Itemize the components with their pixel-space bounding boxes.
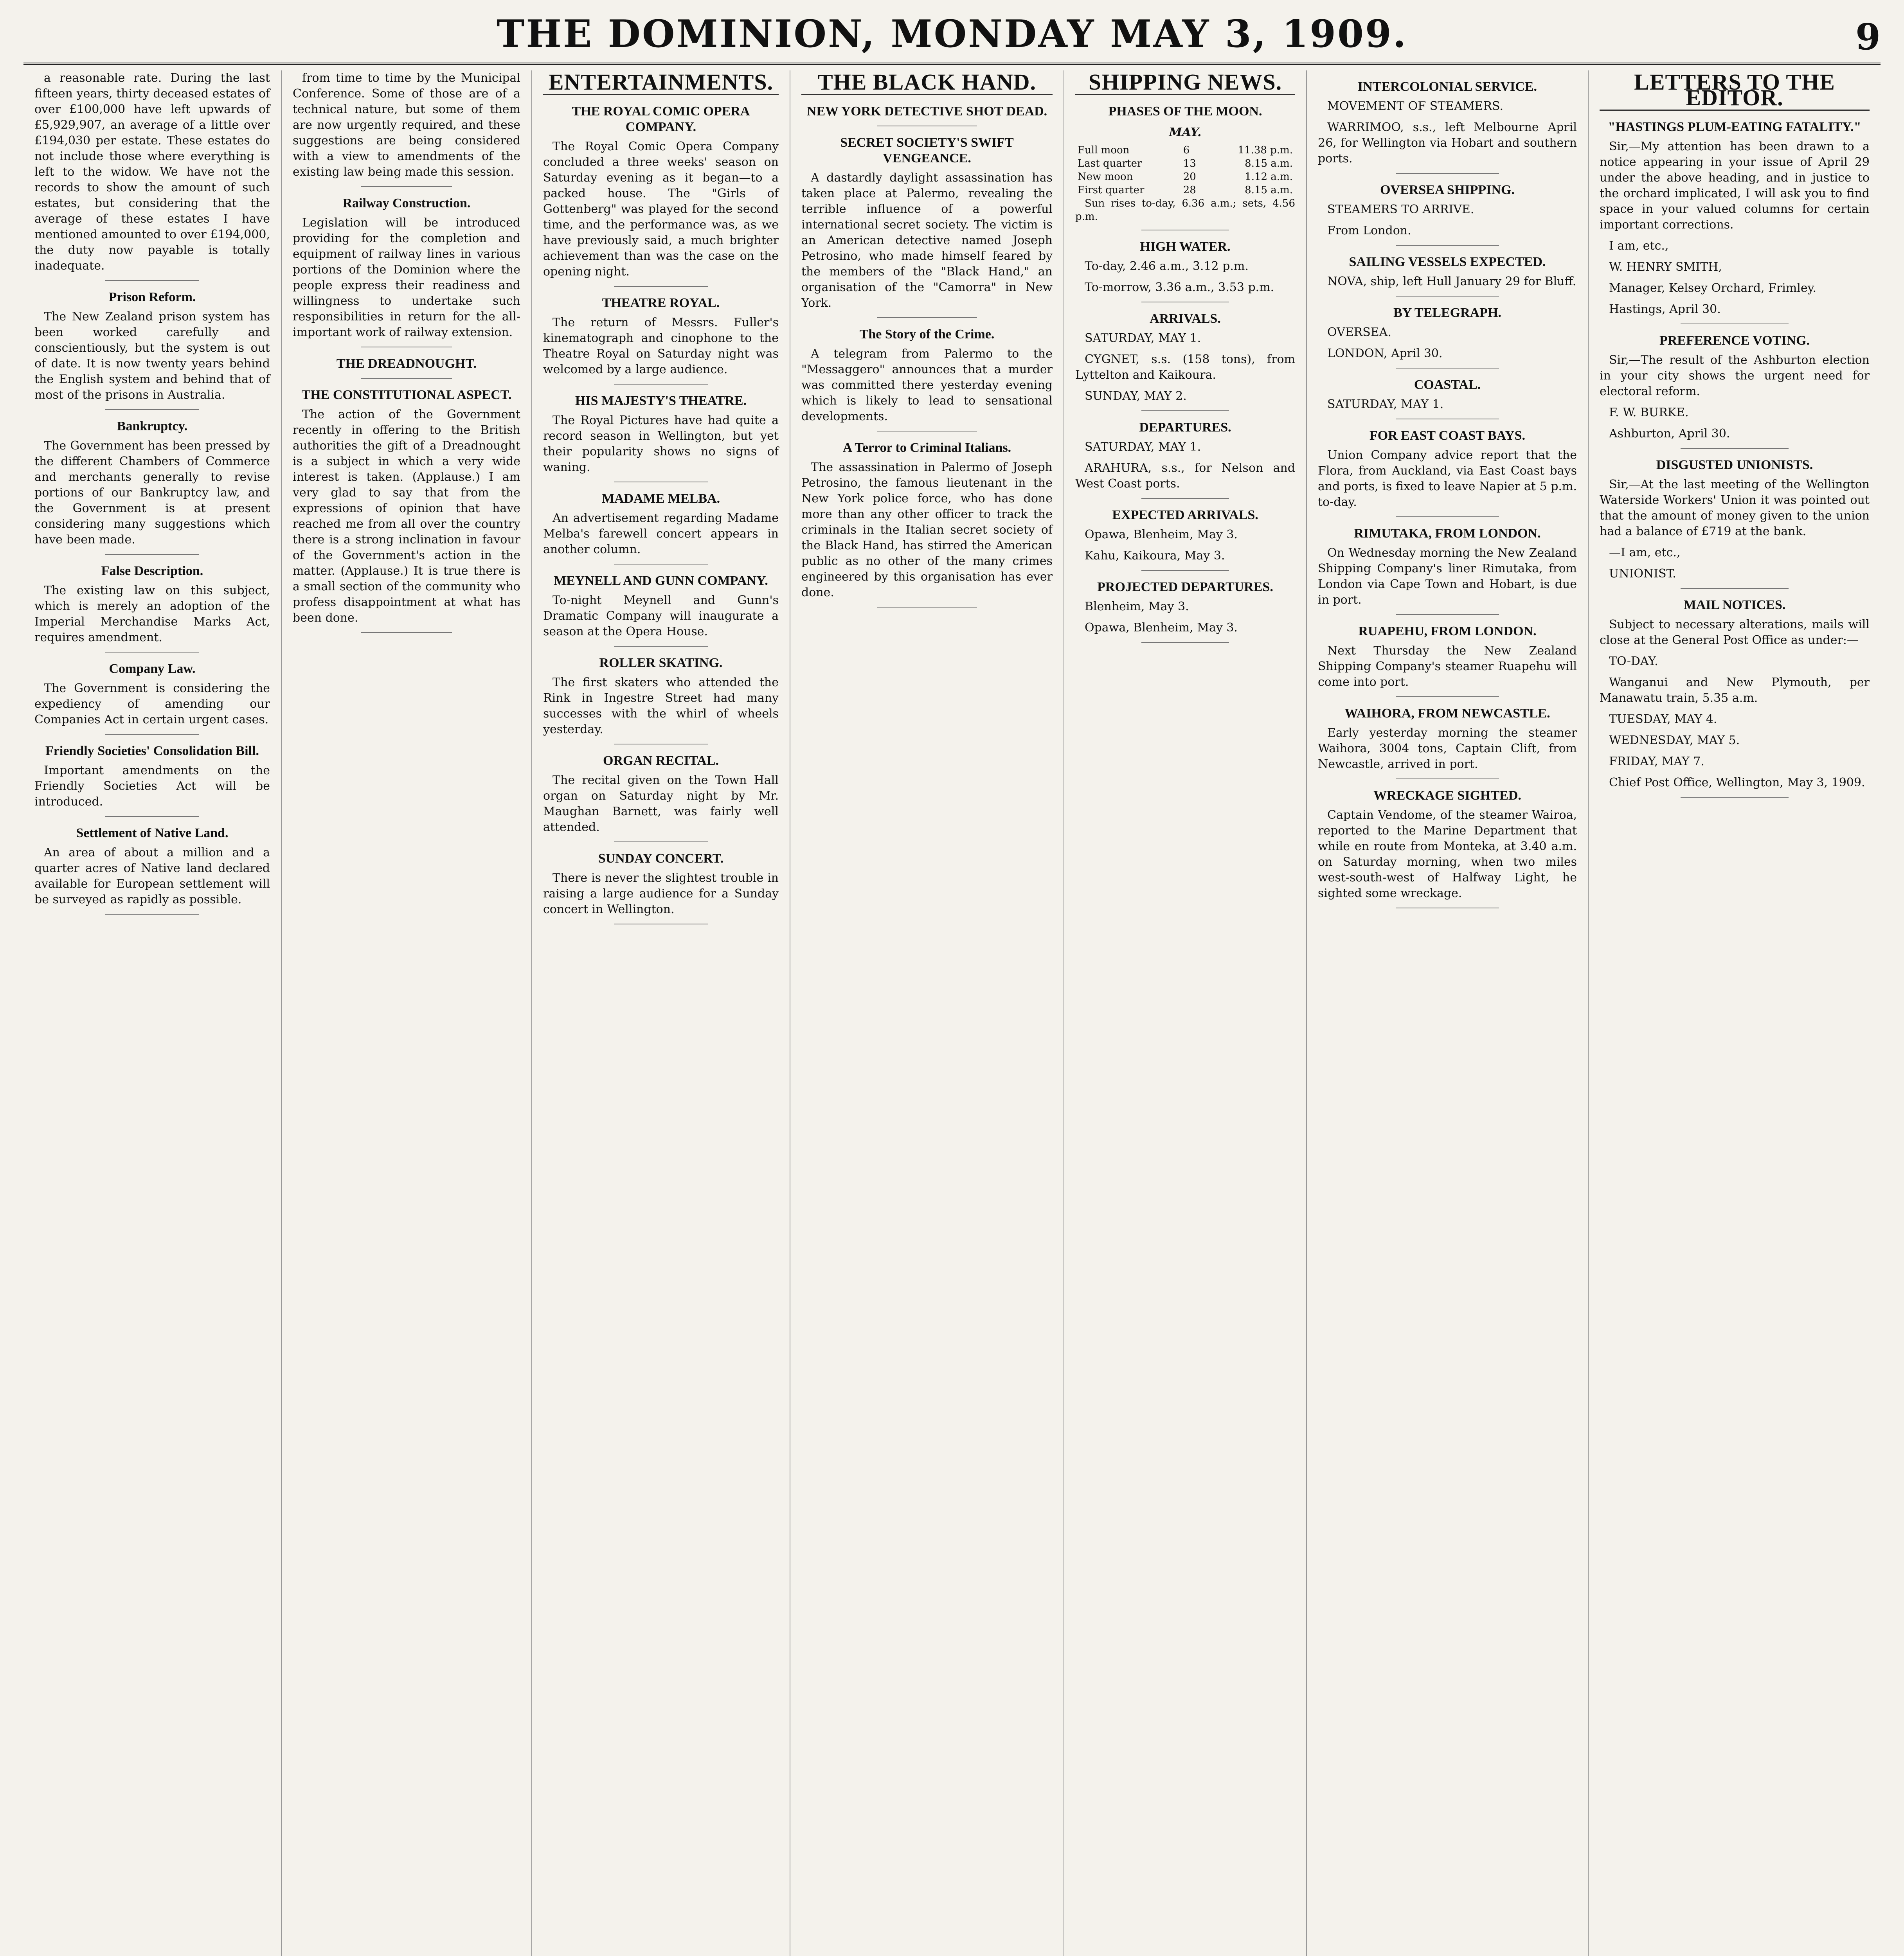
section-divider [1396,368,1499,369]
article-paragraph: SATURDAY, MAY 1. [1085,440,1201,454]
section-title: Railway Construction. [342,196,471,210]
section-title: THE CONSTITUTIONAL ASPECT. [301,388,512,402]
article-paragraph: The return of Messrs. Fuller's kinematograph and cinophone to the Theatre Royal on Saturday night was welcomed by a large audience. [543,316,779,376]
section-divider [105,554,200,555]
section-title: SAILING VESSELS EXPECTED. [1349,255,1546,269]
section-title: PREFERENCE VOTING. [1659,333,1810,348]
article-paragraph: Kahu, Kaikoura, May 3. [1085,549,1225,563]
article-paragraph: —I am, etc., [1609,546,1681,559]
section-divider [614,646,708,647]
article-paragraph: Legislation will be introduced providing for the completion and equipment of railway lines in various portions of the Dominion where the people express their readiness and willingness to undertake such responsibilities in return for the all-important work of railway extension. [293,216,520,339]
article-paragraph: The recital given on the Town Hall organ on Saturday night by Mr. Maughan Barnett, was fairly well attended. [543,773,779,834]
section-title: Prison Reform. [108,290,196,304]
article-paragraph: An area of about a million and a quarter acres of Native land declared available for European settlement will be surveyed as rapidly as possible. [34,846,270,906]
column-2 [282,70,532,1956]
column-7 [1589,70,1881,1956]
article-paragraph: Captain Vendome, of the steamer Wairoa, reported to the Marine Department that while en route from Monteka, at 3.40 a.m. on Saturday morning, when two miles west-south-west of Halfway Light, he sighted some wreckage. [1318,808,1577,900]
section-title: "HASTINGS PLUM-EATING FATALITY." [1608,120,1861,134]
section-title: BY TELEGRAPH. [1393,306,1501,320]
table-row [1075,183,1295,197]
article-paragraph: F. W. BURKE. [1609,406,1689,419]
article-paragraph: Blenheim, May 3. [1085,600,1189,613]
moon-phase-table [1075,144,1295,197]
section-divider [1396,173,1499,174]
moon-month: MAY. [1169,126,1202,139]
article-paragraph: From London. [1327,224,1411,237]
article-paragraph: The first skaters who attended the Rink in Ingestre Street had many successes with the whirl of wheels yesterday. [543,676,779,736]
column-4 [790,70,1064,1956]
article-paragraph: A dastardly daylight assassination has taken place at Palermo, revealing the terrible influence of a powerful international secret society. The victim is an American detective named Joseph Petrosino, who made himself feared by the members of the "Black Hand," an organisation of the "Camorra" in New York. [801,171,1053,310]
table-cell: Full moon [1078,144,1130,156]
article-paragraph: ARAHURA, s.s., for Nelson and West Coast ports. [1075,461,1295,491]
section-title: WAIHORA, FROM NEWCASTLE. [1344,706,1550,721]
section-divider [614,286,708,287]
section-divider [1396,696,1499,697]
section-title: DISGUSTED UNIONISTS. [1656,458,1813,472]
section-title: MADAME MELBA. [601,491,720,506]
section-divider [1141,570,1229,571]
section-divider [1396,778,1499,779]
section-title: PHASES OF THE MOON. [1108,104,1262,119]
table-cell: 8.15 a.m. [1245,184,1293,196]
table-cell: Last quarter [1078,158,1142,169]
section-divider [614,384,708,385]
section-divider [1681,588,1789,589]
article-paragraph: The Government is considering the expediency of amending our Companies Act in certain urgent cases. [34,681,270,726]
section-title: THE ROYAL COMIC OPERA COMPANY. [572,104,750,134]
article-paragraph: Opawa, Blenheim, May 3. [1085,621,1238,635]
section-title: Bankruptcy. [117,419,188,433]
article-paragraph: I am, etc., [1609,239,1669,253]
article-paragraph: STEAMERS TO ARRIVE. [1327,203,1474,216]
section-title: SECRET SOCIETY'S SWIFT VENGEANCE. [840,135,1014,165]
section-divider [105,914,200,915]
page-number: 9 [1855,16,1881,58]
newspaper-columns [23,70,1881,1956]
section-title: RIMUTAKA, FROM LONDON. [1354,526,1541,541]
section-divider [1396,296,1499,297]
section-divider [105,409,200,410]
article-paragraph: Wanganui and New Plymouth, per Manawatu train, 5.35 a.m. [1600,676,1870,705]
section-title: OVERSEA SHIPPING. [1380,183,1515,197]
article-paragraph: Sir,—At the last meeting of the Wellington Waterside Workers' Union it was pointed out that the amount of money given to the union had a balance of £719 at the bank. [1600,478,1870,538]
article-paragraph: To-morrow, 3.36 a.m., 3.53 p.m. [1085,280,1274,294]
section-title: SUNDAY CONCERT. [598,851,724,866]
table-cell: 8.15 a.m. [1245,158,1293,169]
article-paragraph: a reasonable rate. During the last fifteen years, thirty deceased estates of over £100,000 have left upwards of £5,929,907, an average of a little over £194,030 per estate. These estates do not include those where everything is left to the widow. We have not the records to show the amount of such estates, but considering that the average of these estates I have mentioned amounted to over £194,000, the duty now payable is totally inadequate. [34,71,270,273]
section-divider [105,280,200,281]
section-divider [1681,448,1789,449]
section-divider [1141,410,1229,411]
section-title: ROLLER SKATING. [599,656,723,670]
section-divider [877,317,977,318]
article-paragraph: On Wednesday morning the New Zealand Shipping Company's liner Rimutaka, from London via Cape Town and Hobart, is due in port. [1318,546,1577,607]
section-title: Company Law. [109,662,196,676]
article-paragraph: The assassination in Palermo of Joseph Petrosino, the famous lieutenant in the New York police force, who has done more than any other officer to track the criminals in the Italian secret society of the Black Hand, has stirred the American public as no other of the many crimes engineered by this organisation has ever done. [801,460,1053,599]
article-paragraph: Chief Post Office, Wellington, May 3, 1909. [1609,776,1865,789]
section-title: RUAPEHU, FROM LONDON. [1358,624,1537,638]
article-paragraph: To-night Meynell and Gunn's Dramatic Company will inaugurate a season at the Opera House. [543,593,779,638]
article-paragraph: FRIDAY, MAY 7. [1609,755,1704,768]
column-heading: LETTERS TO THE EDITOR. [1600,74,1870,111]
section-title: THE DREADNOUGHT. [336,356,477,371]
masthead [23,12,1881,65]
article-paragraph: MOVEMENT OF STEAMERS. [1327,99,1504,113]
section-divider [1396,516,1499,517]
section-divider [1141,642,1229,643]
article-paragraph: WEDNESDAY, MAY 5. [1609,734,1740,747]
section-divider [1396,614,1499,615]
section-title: Settlement of Native Land. [76,826,229,840]
section-title: NEW YORK DETECTIVE SHOT DEAD. [806,104,1047,119]
section-title: EXPECTED ARRIVALS. [1112,508,1258,522]
section-divider [614,841,708,842]
article-paragraph: The Royal Comic Opera Company concluded a three weeks' season on Saturday evening as it began—to a packed house. The "Girls of Gottenberg" was played for the second time, and the performance was, as we have previously said, a much brighter achievement than was the case on the opening night. [543,140,779,279]
column-3 [532,70,790,1956]
section-divider [105,734,200,735]
article-paragraph: SUNDAY, MAY 2. [1085,389,1187,403]
article-paragraph: from time to time by the Municipal Conference. Some of those are of a technical nature, but some of them are now urgently required, and these suggestions are being considered with a view to amendments of the existing law being made this session. [293,71,520,179]
article-paragraph: Early yesterday morning the steamer Waihora, 3004 tons, Captain Clift, from Newcastle, arrived in port. [1318,726,1577,771]
article-paragraph: There is never the slightest trouble in raising a large audience for a Sunday concert in Wellington. [543,871,779,916]
section-title: DEPARTURES. [1139,420,1231,435]
table-cell: 1.12 a.m. [1245,171,1293,183]
section-title: ORGAN RECITAL. [603,753,719,768]
section-divider [1141,498,1229,499]
section-title: FOR EAST COAST BAYS. [1369,428,1526,443]
section-title: False Description. [101,564,203,578]
newspaper-title: THE DOMINION, MONDAY MAY 3, 1909. [496,12,1408,56]
article-paragraph: A telegram from Palermo to the "Messaggero" announces that a murder was committed there yesterday evening which is likely to lead to sensational developments. [801,347,1053,423]
article-paragraph: Opawa, Blenheim, May 3. [1085,528,1238,541]
section-title: A Terror to Criminal Italians. [842,440,1011,455]
article-paragraph: W. HENRY SMITH, [1609,260,1722,274]
article-paragraph: The existing law on this subject, which is merely an adoption of the Imperial Merchandise Marks Act, requires amendment. [34,584,270,644]
section-title: INTERCOLONIAL SERVICE. [1358,79,1537,94]
article-paragraph: Next Thursday the New Zealand Shipping Company's steamer Ruapehu will come into port. [1318,644,1577,689]
section-title: HIGH WATER. [1140,239,1231,254]
article-paragraph: Sir,—My attention has been drawn to a notice appearing in your issue of April 29 under the above heading, and in justice to the orchard implicated, I will ask you to find space in your valued columns for certain important corrections. [1600,140,1870,232]
article-paragraph: TO-DAY. [1609,654,1658,668]
table-row [1075,144,1295,157]
article-paragraph: The New Zealand prison system has been worked carefully and conscientiously, but the system is out of date. It is now twenty years behind the English system and behind that of most of the prisons in Australia. [34,310,270,402]
article-paragraph: CYGNET, s.s. (158 tons), from Lyttelton and Kaikoura. [1075,352,1295,382]
article-paragraph: The action of the Government recently in offering to the British authorities the gift of a Dreadnought is a subject in which a very wide interest is taken. (Applause.) I am very glad to say that from the expressions of opinion that have reached me from all over the country there is a strong inclination in favour of the Government's action in the matter. (Applause.) It is true there is a small section of the community who profess disappointment at what has been done. [293,408,520,625]
table-cell: 6 [1183,144,1190,156]
table-cell: 28 [1183,184,1196,196]
table-cell: 11.38 p.m. [1238,144,1293,156]
article-paragraph: Union Company advice report that the Flora, from Auckland, via East Coast bays and ports, is fixed to leave Napier at 5 p.m. to-day. [1318,448,1577,509]
section-divider [1681,797,1789,798]
column-heading: SHIPPING NEWS. [1075,74,1295,95]
article-paragraph: Important amendments on the Friendly Societies Act will be introduced. [34,764,270,809]
article-paragraph: LONDON, April 30. [1327,347,1443,360]
column-heading: THE BLACK HAND. [801,74,1053,95]
column-1 [23,70,282,1956]
article-paragraph: To-day, 2.46 a.m., 3.12 p.m. [1085,259,1249,273]
article-paragraph: NOVA, ship, left Hull January 29 for Bluff. [1327,275,1576,288]
table-row [1075,170,1295,183]
article-paragraph: The Government has been pressed by the different Chambers of Commerce and merchants generally to revise portions of our Bankruptcy law, and the Government is at present considering many suggestions which have been made. [34,439,270,547]
article-paragraph: UNIONIST. [1609,567,1676,581]
section-divider [614,564,708,565]
article-paragraph: TUESDAY, MAY 4. [1609,712,1717,726]
table-row [1075,157,1295,170]
table-cell: 20 [1183,171,1196,183]
table-cell: New moon [1078,171,1133,183]
article-paragraph: Sir,—The result of the Ashburton election in your city shows the urgent need for electoral reform. [1600,353,1870,398]
section-title: The Story of the Crime. [859,327,995,342]
article-paragraph: WARRIMOO, s.s., left Melbourne April 26, for Wellington via Hobart and southern ports. [1318,120,1577,165]
section-title: COASTAL. [1414,378,1481,392]
section-divider [877,607,977,608]
article-paragraph: SATURDAY, MAY 1. [1085,331,1201,345]
article-paragraph: OVERSEA. [1327,325,1391,339]
table-cell: First quarter [1078,184,1145,196]
section-title: MAIL NOTICES. [1683,598,1786,612]
article-paragraph: SATURDAY, MAY 1. [1327,397,1444,411]
sun-times: Sun rises to-day, 6.36 a.m.; sets, 4.56 p.m. [1075,198,1295,223]
section-title: THEATRE ROYAL. [602,296,720,310]
section-divider [361,632,452,633]
section-title: MEYNELL AND GUNN COMPANY. [554,573,768,588]
article-paragraph: An advertisement regarding Madame Melba's farewell concert appears in another column. [543,511,779,556]
section-title: Friendly Societies' Consolidation Bill. [45,744,259,758]
column-6 [1307,70,1589,1956]
section-title: PROJECTED DEPARTURES. [1097,580,1273,594]
article-paragraph: Manager, Kelsey Orchard, Frimley. [1609,281,1817,295]
column-5 [1064,70,1307,1956]
section-divider [361,378,452,379]
section-divider [361,186,452,187]
section-title: ARRIVALS. [1150,311,1221,326]
article-paragraph: Ashburton, April 30. [1609,427,1730,440]
section-divider [105,652,200,653]
section-divider [105,816,200,817]
section-title: WRECKAGE SIGHTED. [1373,788,1521,803]
article-paragraph: Hastings, April 30. [1609,302,1721,316]
table-cell: 13 [1183,158,1196,169]
column-heading: ENTERTAINMENTS. [543,74,779,95]
article-paragraph: The Royal Pictures have had quite a record season in Wellington, but yet their popularity shows no signs of waning. [543,413,779,474]
section-divider [1396,245,1499,246]
section-title: HIS MAJESTY'S THEATRE. [575,394,747,408]
article-paragraph: Subject to necessary alterations, mails will close at the General Post Office as under:— [1600,618,1870,647]
